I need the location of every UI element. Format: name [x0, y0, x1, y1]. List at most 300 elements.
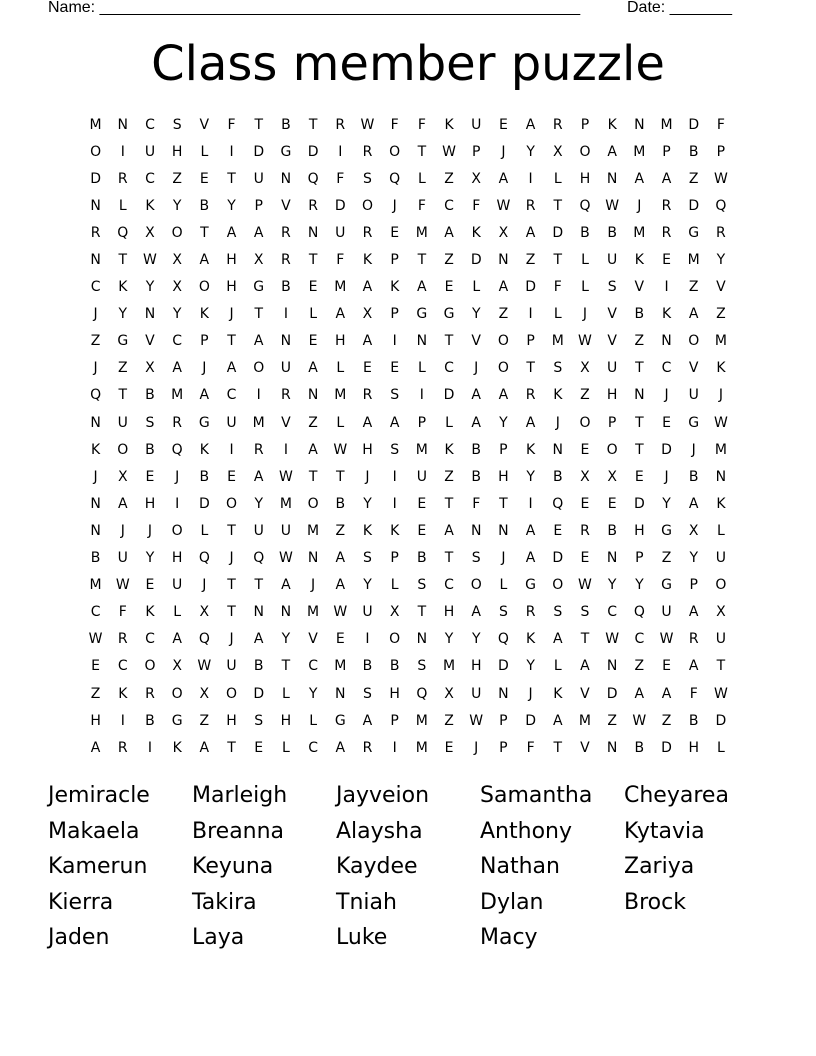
grid-letter: C — [444, 360, 454, 377]
grid-letter: K — [553, 685, 563, 702]
grid-letter: E — [553, 522, 563, 539]
grid-letter: O — [307, 495, 319, 512]
grid-letter: R — [145, 685, 155, 702]
grid-letter: S — [363, 685, 372, 702]
grid-letter: Z — [308, 414, 318, 431]
grid-letter: A — [335, 739, 346, 756]
grid-letter: J — [202, 360, 207, 377]
grid-letter: V — [471, 333, 481, 350]
grid-letter: X — [552, 143, 563, 160]
grid-letter: X — [253, 252, 264, 269]
grid-letter: O — [552, 577, 564, 594]
grid-letter: Y — [172, 197, 182, 214]
grid-letter: X — [471, 170, 482, 187]
grid-letter: M — [687, 252, 700, 269]
grid-letter: V — [716, 279, 726, 296]
grid-letter: A — [552, 631, 563, 648]
grid-letter: R — [552, 116, 563, 133]
grid-letter: X — [498, 224, 509, 241]
grid-letter: U — [715, 631, 727, 648]
word-list-item: Anthony — [480, 818, 572, 844]
grid-letter: M — [415, 739, 428, 756]
grid-letter: Y — [145, 550, 155, 567]
grid-letter: O — [171, 522, 183, 539]
grid-letter: Z — [607, 712, 617, 729]
grid-letter: Y — [635, 577, 644, 594]
grid-letter: E — [580, 441, 590, 458]
grid-letter: C — [90, 604, 101, 621]
grid-letter: W — [632, 712, 647, 729]
grid-letter: F — [336, 170, 345, 187]
grid-letter: S — [553, 604, 563, 621]
grid-letter: B — [607, 522, 617, 539]
grid-letter: X — [199, 604, 210, 621]
grid-letter: H — [226, 279, 237, 296]
grid-letter: B — [335, 495, 346, 512]
grid-letter: U — [144, 143, 156, 160]
grid-letter: V — [634, 279, 645, 296]
grid-letter: O — [198, 279, 210, 296]
grid-letter: A — [199, 252, 210, 269]
grid-letter: T — [308, 116, 318, 133]
grid-letter: T — [635, 414, 644, 431]
word-list-item: Marleigh — [192, 783, 288, 808]
grid-letter: C — [607, 604, 618, 621]
grid-letter: A — [525, 116, 536, 133]
grid-letter: R — [281, 224, 291, 241]
grid-letter: N — [416, 631, 428, 648]
grid-letter: G — [443, 306, 455, 323]
grid-letter: X — [145, 224, 155, 241]
grid-letter: D — [90, 170, 101, 187]
grid-letter: E — [580, 495, 590, 512]
name-field-label: Name: ______________________________________________________ — [48, 0, 581, 16]
grid-letter: I — [528, 495, 533, 512]
grid-letter: L — [390, 577, 399, 594]
grid-letter: U — [172, 577, 183, 594]
grid-letter: N — [90, 414, 101, 431]
grid-letter: N — [606, 550, 618, 567]
grid-letter: H — [171, 143, 183, 160]
page-title: Class member puzzle — [151, 36, 665, 92]
grid-letter: T — [553, 197, 563, 214]
word-list-item: Kaydee — [336, 854, 418, 879]
grid-letter: B — [417, 550, 427, 567]
grid-letter: U — [226, 658, 237, 675]
grid-letter: V — [281, 197, 291, 214]
grid-letter: T — [254, 116, 263, 133]
grid-letter: W — [333, 441, 348, 458]
grid-letter: H — [389, 685, 400, 702]
grid-letter: K — [716, 360, 726, 377]
grid-letter: Q — [416, 685, 428, 702]
grid-letter: W — [143, 252, 157, 269]
grid-letter: T — [417, 252, 427, 269]
grid-letter: B — [607, 224, 617, 241]
grid-letter: D — [498, 658, 509, 675]
grid-letter: H — [443, 604, 455, 621]
grid-letter: Z — [335, 522, 346, 539]
word-list-item: Jemiracle — [48, 783, 150, 808]
grid-letter: A — [688, 306, 699, 323]
grid-letter: K — [362, 252, 373, 269]
grid-letter: I — [147, 739, 153, 756]
grid-letter: D — [552, 550, 564, 567]
grid-letter: U — [117, 414, 128, 431]
grid-letter: C — [444, 577, 454, 594]
grid-letter: N — [307, 387, 319, 404]
grid-letter: O — [171, 685, 183, 702]
grid-letter: I — [392, 739, 397, 756]
grid-letter: M — [415, 441, 428, 458]
grid-letter: I — [392, 495, 397, 512]
grid-letter: M — [307, 604, 320, 621]
grid-letter: C — [145, 116, 155, 133]
word-list-item: Keyuna — [192, 854, 274, 879]
grid-letter: S — [363, 170, 372, 187]
word-list-item: Brock — [624, 889, 686, 915]
grid-letter: K — [716, 495, 726, 512]
grid-letter: T — [227, 577, 236, 594]
grid-letter: Q — [90, 387, 102, 404]
grid-letter: N — [90, 252, 101, 269]
grid-letter: P — [635, 550, 644, 567]
grid-letter: S — [417, 658, 427, 675]
grid-letter: J — [202, 577, 207, 594]
grid-letter: M — [660, 116, 673, 133]
grid-letter: I — [175, 495, 180, 512]
grid-letter: W — [713, 170, 728, 187]
grid-letter: P — [390, 252, 399, 269]
grid-letter: G — [661, 577, 672, 594]
grid-letter: C — [444, 197, 454, 214]
grid-letter: J — [93, 468, 98, 485]
grid-letter: J — [664, 468, 669, 485]
grid-letter: L — [118, 197, 127, 214]
grid-letter: A — [253, 631, 264, 648]
grid-letter: X — [117, 468, 128, 485]
grid-letter: I — [283, 441, 288, 458]
grid-letter: T — [254, 306, 263, 323]
grid-letter: X — [145, 360, 155, 377]
grid-letter: P — [390, 306, 399, 323]
grid-letter: C — [308, 739, 318, 756]
grid-letter: W — [333, 604, 348, 621]
grid-letter: I — [229, 143, 234, 160]
grid-letter: E — [662, 414, 671, 431]
grid-letter: H — [144, 495, 156, 512]
grid-letter: J — [229, 550, 234, 567]
grid-letter: Y — [471, 631, 481, 648]
grid-letter: Y — [281, 631, 291, 648]
grid-letter: U — [607, 360, 618, 377]
grid-letter: P — [417, 414, 427, 431]
grid-letter: U — [416, 468, 427, 485]
grid-letter: X — [389, 604, 400, 621]
grid-letter: F — [472, 197, 481, 214]
grid-letter: I — [120, 143, 125, 160]
grid-letter: X — [580, 360, 590, 377]
grid-letter: Z — [172, 170, 182, 187]
grid-letter: L — [553, 306, 562, 323]
grid-letter: Y — [526, 468, 535, 485]
grid-letter: L — [717, 522, 725, 539]
grid-letter: H — [226, 252, 237, 269]
grid-letter: F — [390, 116, 399, 133]
grid-letter: R — [525, 604, 536, 621]
grid-letter: X — [172, 252, 182, 269]
grid-letter: T — [118, 387, 128, 404]
grid-letter: I — [365, 631, 370, 648]
grid-letter: S — [498, 604, 508, 621]
grid-letter: Q — [198, 550, 210, 567]
grid-letter: T — [553, 252, 563, 269]
grid-letter: P — [499, 712, 508, 729]
grid-letter: I — [256, 387, 261, 404]
grid-letter: Q — [633, 604, 645, 621]
grid-letter: D — [633, 495, 645, 512]
grid-letter: K — [390, 279, 400, 296]
grid-letter: J — [175, 468, 180, 485]
word-list-item: Alaysha — [336, 818, 423, 844]
grid-letter: X — [688, 522, 699, 539]
grid-letter: I — [120, 712, 125, 729]
grid-letter: A — [498, 387, 509, 404]
grid-letter: G — [688, 224, 700, 241]
grid-letter: Y — [662, 495, 671, 512]
grid-letter: D — [606, 685, 618, 702]
grid-letter: B — [90, 550, 101, 567]
grid-letter: Z — [716, 306, 726, 323]
grid-letter: T — [580, 631, 590, 648]
grid-letter: Y — [607, 577, 617, 594]
grid-letter: W — [360, 116, 375, 133]
grid-letter: L — [336, 360, 345, 377]
grid-letter: K — [607, 116, 617, 133]
grid-letter: A — [335, 550, 346, 567]
grid-letter: E — [363, 360, 372, 377]
grid-letter: A — [226, 224, 237, 241]
grid-letter: H — [688, 739, 699, 756]
grid-letter: V — [145, 333, 155, 350]
grid-letter: M — [714, 441, 727, 458]
grid-letter: M — [578, 712, 592, 729]
grid-letter: B — [580, 224, 590, 241]
grid-letter: U — [607, 252, 618, 269]
grid-letter: N — [634, 116, 645, 133]
grid-letter: B — [199, 468, 210, 485]
grid-letter: H — [335, 333, 346, 350]
grid-letter: G — [416, 306, 428, 323]
grid-letter: Y — [308, 685, 318, 702]
grid-letter: E — [417, 495, 427, 512]
grid-letter: D — [552, 224, 564, 241]
grid-letter: Q — [389, 170, 401, 187]
grid-letter: Y — [363, 495, 372, 512]
grid-letter: W — [578, 577, 592, 594]
grid-letter: K — [553, 387, 563, 404]
grid-letter: M — [415, 224, 428, 241]
grid-letter: Y — [499, 414, 508, 431]
grid-letter: B — [634, 739, 645, 756]
grid-letter: J — [501, 143, 506, 160]
grid-letter: A — [226, 360, 237, 377]
grid-letter: X — [199, 685, 210, 702]
grid-letter: Y — [172, 306, 182, 323]
grid-letter: K — [118, 685, 128, 702]
grid-letter: K — [634, 252, 644, 269]
grid-letter: Y — [526, 143, 535, 160]
grid-letter: K — [444, 116, 454, 133]
grid-letter: X — [580, 468, 590, 485]
grid-letter: O — [470, 577, 482, 594]
grid-letter: A — [607, 143, 617, 160]
grid-letter: A — [172, 360, 182, 377]
grid-letter: W — [659, 631, 674, 648]
grid-letter: A — [525, 550, 536, 567]
grid-letter: Y — [145, 279, 155, 296]
grid-letter: T — [308, 468, 318, 485]
grid-letter: A — [362, 333, 373, 350]
word-list-item: Tniah — [336, 889, 397, 915]
grid-letter: W — [115, 577, 130, 594]
grid-letter: A — [525, 224, 536, 241]
grid-letter: H — [470, 658, 482, 675]
grid-letter: D — [525, 279, 536, 296]
grid-letter: U — [117, 550, 128, 567]
grid-letter: A — [308, 360, 318, 377]
grid-letter: Z — [525, 252, 536, 269]
grid-letter: L — [173, 604, 182, 621]
grid-letter: Z — [90, 685, 101, 702]
word-list-item: Laya — [192, 925, 245, 950]
grid-letter: F — [526, 739, 535, 756]
grid-letter: N — [280, 170, 292, 187]
grid-letter: Z — [661, 550, 672, 567]
grid-letter: I — [338, 143, 343, 160]
grid-letter: T — [444, 550, 454, 567]
grid-letter: A — [199, 387, 210, 404]
grid-letter: L — [499, 577, 508, 594]
grid-letter: B — [688, 468, 699, 485]
grid-letter: T — [227, 739, 236, 756]
grid-letter: R — [335, 116, 346, 133]
grid-letter: N — [90, 522, 101, 539]
grid-letter: D — [688, 197, 700, 214]
header-line — [48, 0, 748, 21]
grid-letter: P — [662, 143, 671, 160]
grid-letter: I — [528, 170, 533, 187]
grid-letter: H — [90, 712, 101, 729]
grid-letter: Q — [253, 550, 265, 567]
grid-letter: E — [417, 522, 427, 539]
grid-letter: L — [581, 252, 589, 269]
grid-letter: C — [172, 333, 183, 350]
grid-letter: D — [661, 441, 672, 458]
grid-letter: R — [525, 387, 536, 404]
grid-letter: W — [713, 414, 728, 431]
grid-letter: A — [253, 224, 264, 241]
grid-letter: C — [634, 631, 645, 648]
grid-letter: G — [198, 414, 210, 431]
grid-letter: T — [336, 468, 345, 485]
grid-letter: A — [281, 577, 291, 594]
word-list-item: Dylan — [480, 889, 544, 915]
grid-letter: D — [307, 143, 319, 160]
grid-letter: H — [579, 170, 591, 187]
grid-letter: L — [282, 685, 290, 702]
grid-letter: A — [634, 170, 645, 187]
grid-letter: M — [307, 522, 320, 539]
grid-letter: N — [280, 604, 292, 621]
grid-letter: J — [93, 306, 98, 323]
grid-letter: J — [93, 360, 98, 377]
grid-letter: P — [471, 143, 481, 160]
grid-letter: A — [498, 279, 509, 296]
grid-letter: V — [308, 631, 318, 648]
word-list-item: Kierra — [48, 889, 114, 915]
grid-letter: T — [553, 739, 563, 756]
grid-letter: Z — [688, 170, 699, 187]
grid-letter: W — [605, 197, 620, 214]
grid-letter: L — [553, 658, 562, 675]
grid-letter: N — [90, 197, 101, 214]
grid-letter: N — [253, 604, 264, 621]
grid-letter: C — [661, 360, 672, 377]
grid-letter: B — [471, 468, 482, 485]
grid-letter: Y — [254, 495, 263, 512]
grid-letter: N — [498, 252, 509, 269]
grid-letter: I — [392, 333, 397, 350]
grid-letter: V — [580, 739, 590, 756]
grid-letter: R — [117, 631, 128, 648]
grid-letter: U — [226, 414, 237, 431]
grid-letter: E — [607, 495, 617, 512]
grid-letter: N — [606, 658, 618, 675]
grid-letter: Q — [579, 197, 591, 214]
grid-letter: A — [444, 224, 454, 241]
grid-letter: E — [308, 279, 318, 296]
grid-letter: O — [253, 360, 265, 377]
grid-letter: U — [280, 360, 292, 377]
grid-letter: G — [334, 712, 346, 729]
grid-letter: V — [281, 414, 291, 431]
grid-letter: B — [362, 658, 373, 675]
grid-letter: K — [145, 197, 155, 214]
grid-letter: W — [713, 685, 728, 702]
grid-letter: X — [716, 604, 726, 621]
grid-letter: T — [417, 604, 427, 621]
grid-letter: Y — [689, 550, 698, 567]
grid-letter: T — [227, 604, 236, 621]
grid-letter: H — [498, 468, 509, 485]
grid-letter: Q — [715, 197, 727, 214]
grid-letter: Z — [688, 279, 699, 296]
grid-letter: I — [229, 441, 234, 458]
grid-letter: X — [444, 685, 454, 702]
grid-letter: K — [661, 306, 672, 323]
word-list-item: Nathan — [480, 854, 560, 879]
grid-letter: P — [200, 333, 209, 350]
grid-letter: G — [525, 577, 537, 594]
grid-letter: C — [90, 279, 101, 296]
grid-letter: L — [200, 522, 209, 539]
grid-letter: D — [253, 143, 265, 160]
grid-letter: K — [199, 441, 209, 458]
grid-letter: O — [361, 197, 373, 214]
grid-letter: U — [471, 116, 482, 133]
grid-letter: Z — [661, 712, 672, 729]
